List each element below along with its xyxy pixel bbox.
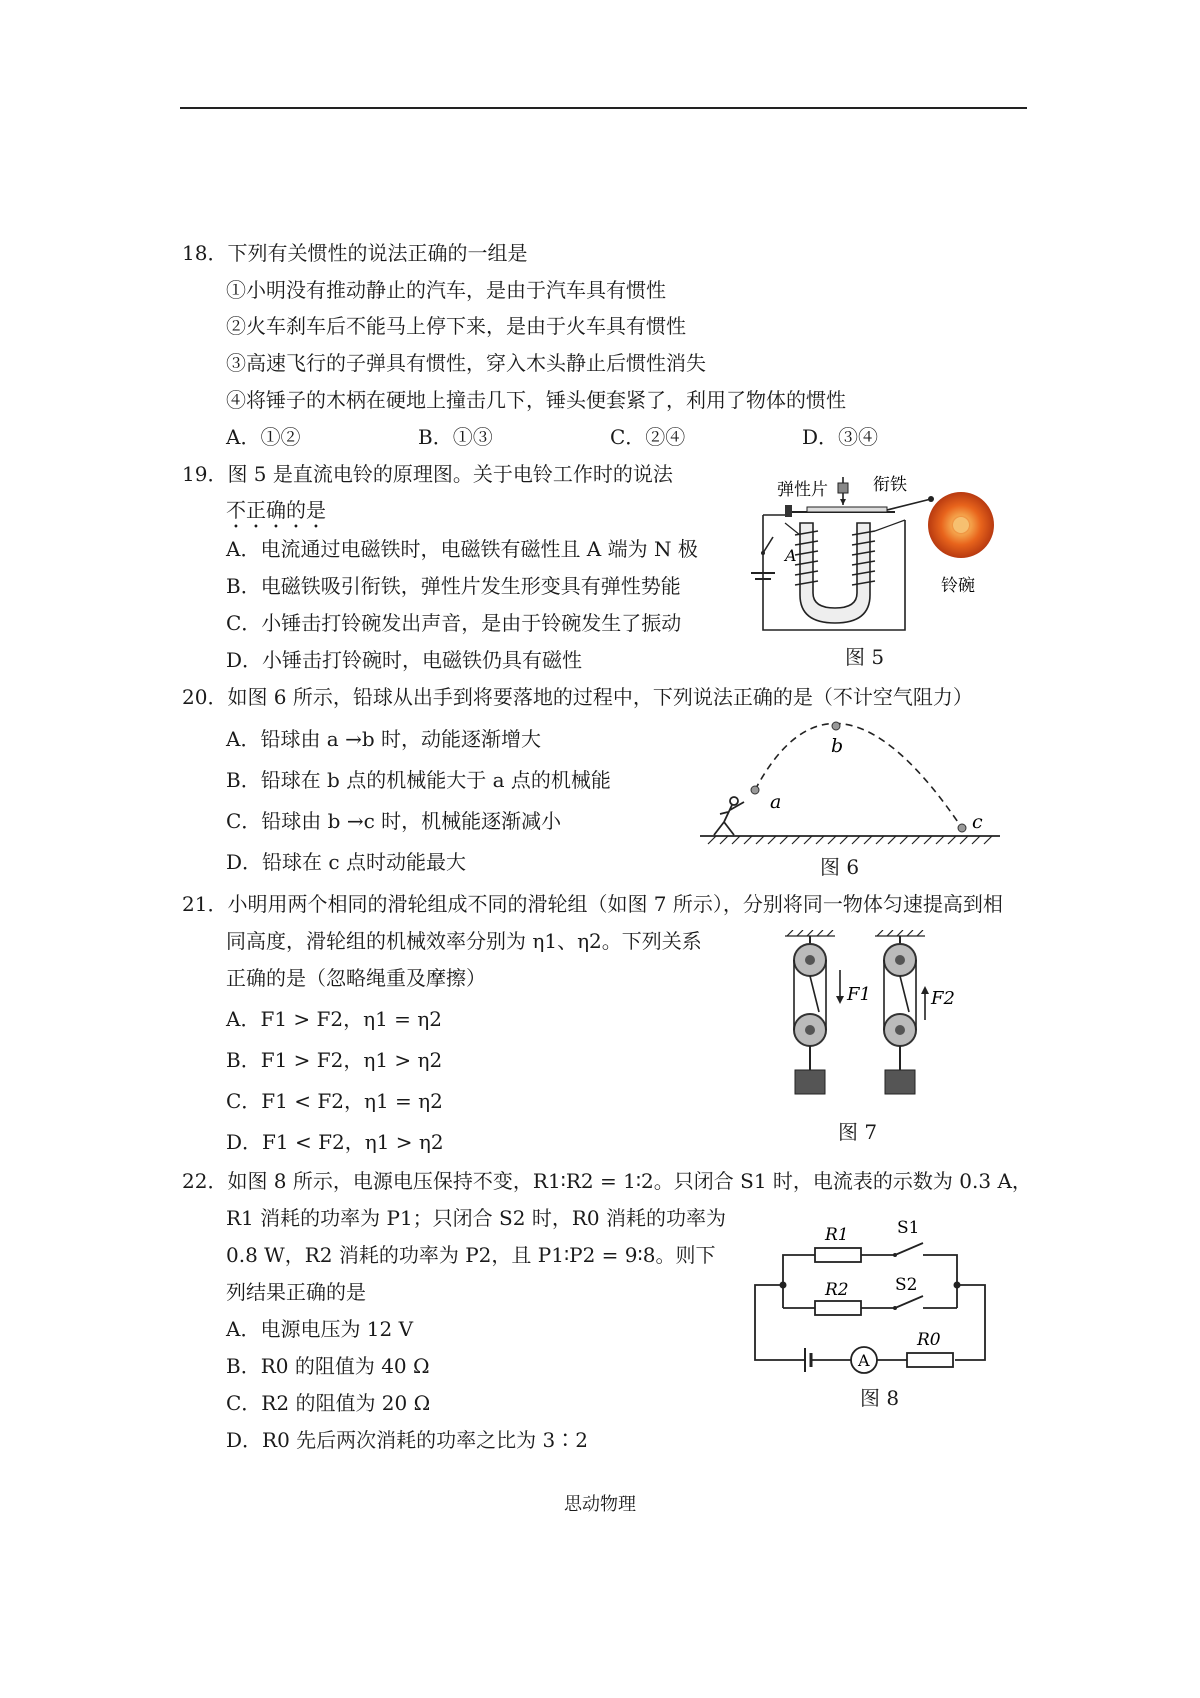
q21-stem: 21．小明用两个相同的滑轮组成不同的滑轮组（如图 7 所示），分别将同一物体匀速提高到相	[182, 892, 1003, 916]
figure-7-pulleys	[785, 930, 955, 1105]
q19-stem: 19．图 5 是直流电铃的原理图。关于电铃工作时的说法	[182, 462, 673, 486]
fig7-label-f2: F2	[931, 988, 955, 1009]
q19-stem-emphasis: 不正确的是	[226, 498, 326, 522]
thrower-figure-icon	[714, 797, 744, 835]
fig5-label-bowl: 铃碗	[941, 576, 975, 596]
q20-option-d: D．铅球在 c 点时动能最大	[226, 850, 466, 874]
fig8-label-s2: S2	[895, 1275, 918, 1295]
q18-option-d: D．③④	[802, 425, 879, 449]
figure-6-caption: 图 6	[820, 855, 860, 879]
fig7-label-f1: F1	[847, 984, 871, 1005]
q21-stem-line2: 同高度，滑轮组的机械效率分别为 η1、η2。下列关系	[226, 929, 702, 953]
q22-option-d: D．R0 先后两次消耗的功率之比为 3∶2	[226, 1428, 588, 1452]
fig6-point-a: a	[770, 791, 782, 813]
fig8-label-r0: R0	[917, 1330, 941, 1350]
q18-item-2: ②火车刹车后不能马上停下来，是由于火车具有惯性	[226, 314, 686, 338]
q18-option-b: B．①③	[418, 425, 493, 449]
q21-option-d: D．F1 < F2，η1 > η2	[226, 1130, 444, 1154]
q21-option-a: A．F1 > F2，η1 = η2	[226, 1007, 443, 1031]
q22-stem-line4: 列结果正确的是	[226, 1280, 366, 1304]
q20-option-a: A．铅球由 a →b 时，动能逐渐增大	[226, 727, 541, 751]
q22-stem-line2: R1 消耗的功率为 P1；只闭合 S2 时，R0 消耗的功率为	[226, 1206, 726, 1230]
figure-5-electric-bell	[745, 465, 1015, 635]
fig8-ammeter-label: A	[858, 1351, 870, 1370]
figure-5-caption: 图 5	[845, 645, 885, 669]
q20-stem: 20．如图 6 所示，铅球从出手到将要落地的过程中，下列说法正确的是（不计空气阻力）	[182, 685, 973, 709]
fig8-label-r1: R1	[825, 1225, 849, 1245]
q22-option-b: B．R0 的阻值为 40 Ω	[226, 1354, 430, 1378]
fig5-label-spring: 弹性片	[777, 480, 828, 500]
q19-option-d: D．小锤击打铃碗时，电磁铁仍具有磁性	[226, 648, 583, 672]
q20-option-b: B．铅球在 b 点的机械能大于 a 点的机械能	[226, 768, 611, 792]
fig8-label-s1: S1	[897, 1218, 920, 1238]
q18-item-3: ③高速飞行的子弹具有惯性，穿入木头静止后惯性消失	[226, 351, 706, 375]
q21-stem-line3: 正确的是（忽略绳重及摩擦）	[226, 966, 486, 990]
q18-stem: 18．下列有关惯性的说法正确的一组是	[182, 241, 528, 265]
q22-option-c: C．R2 的阻值为 20 Ω	[226, 1391, 431, 1415]
q22-stem: 22．如图 8 所示，电源电压保持不变，R1∶R2 = 1∶2。只闭合 S1 时，电流表的示数为 0.3 A，	[182, 1169, 1032, 1193]
q18-item-4: ④将锤子的木柄在硬地上撞击几下，锤头便套紧了，利用了物体的惯性	[226, 388, 846, 412]
q18-option-a: A．①②	[226, 425, 301, 449]
fig6-point-b: b	[831, 735, 844, 757]
pulley-system-1-icon	[794, 936, 844, 1094]
q19-option-a: A．电流通过电磁铁时，电磁铁有磁性且 A 端为 N 极	[226, 537, 698, 561]
fig8-label-r2: R2	[825, 1280, 849, 1300]
figure-8-circuit	[745, 1215, 995, 1375]
header-rule	[180, 107, 1027, 109]
q22-stem-line3: 0.8 W，R2 消耗的功率为 P2，且 P1∶P2 = 9∶8。则下	[226, 1243, 716, 1267]
q20-option-c: C．铅球由 b →c 时，机械能逐渐减小	[226, 809, 562, 833]
fig5-label-a: A	[785, 546, 797, 565]
figure-7-caption: 图 7	[838, 1120, 878, 1144]
q21-option-c: C．F1 < F2，η1 = η2	[226, 1089, 443, 1113]
q18-option-c: C．②④	[610, 425, 686, 449]
fig6-point-c: c	[972, 811, 983, 833]
q19-option-b: B．电磁铁吸引衔铁，弹性片发生形变具有弹性势能	[226, 574, 681, 598]
q22-option-a: A．电源电压为 12 V	[226, 1317, 414, 1341]
figure-6-shot-put	[700, 710, 1010, 845]
page-footer: 思动物理	[564, 1494, 636, 1515]
pulley-system-2-icon	[884, 936, 929, 1094]
q21-option-b: B．F1 > F2，η1 > η2	[226, 1048, 443, 1072]
q18-item-1: ①小明没有推动静止的汽车，是由于汽车具有惯性	[226, 278, 666, 302]
fig5-label-armature: 衔铁	[873, 475, 907, 495]
q19-option-c: C．小锤击打铃碗发出声音，是由于铃碗发生了振动	[226, 611, 682, 635]
figure-8-caption: 图 8	[860, 1386, 900, 1410]
